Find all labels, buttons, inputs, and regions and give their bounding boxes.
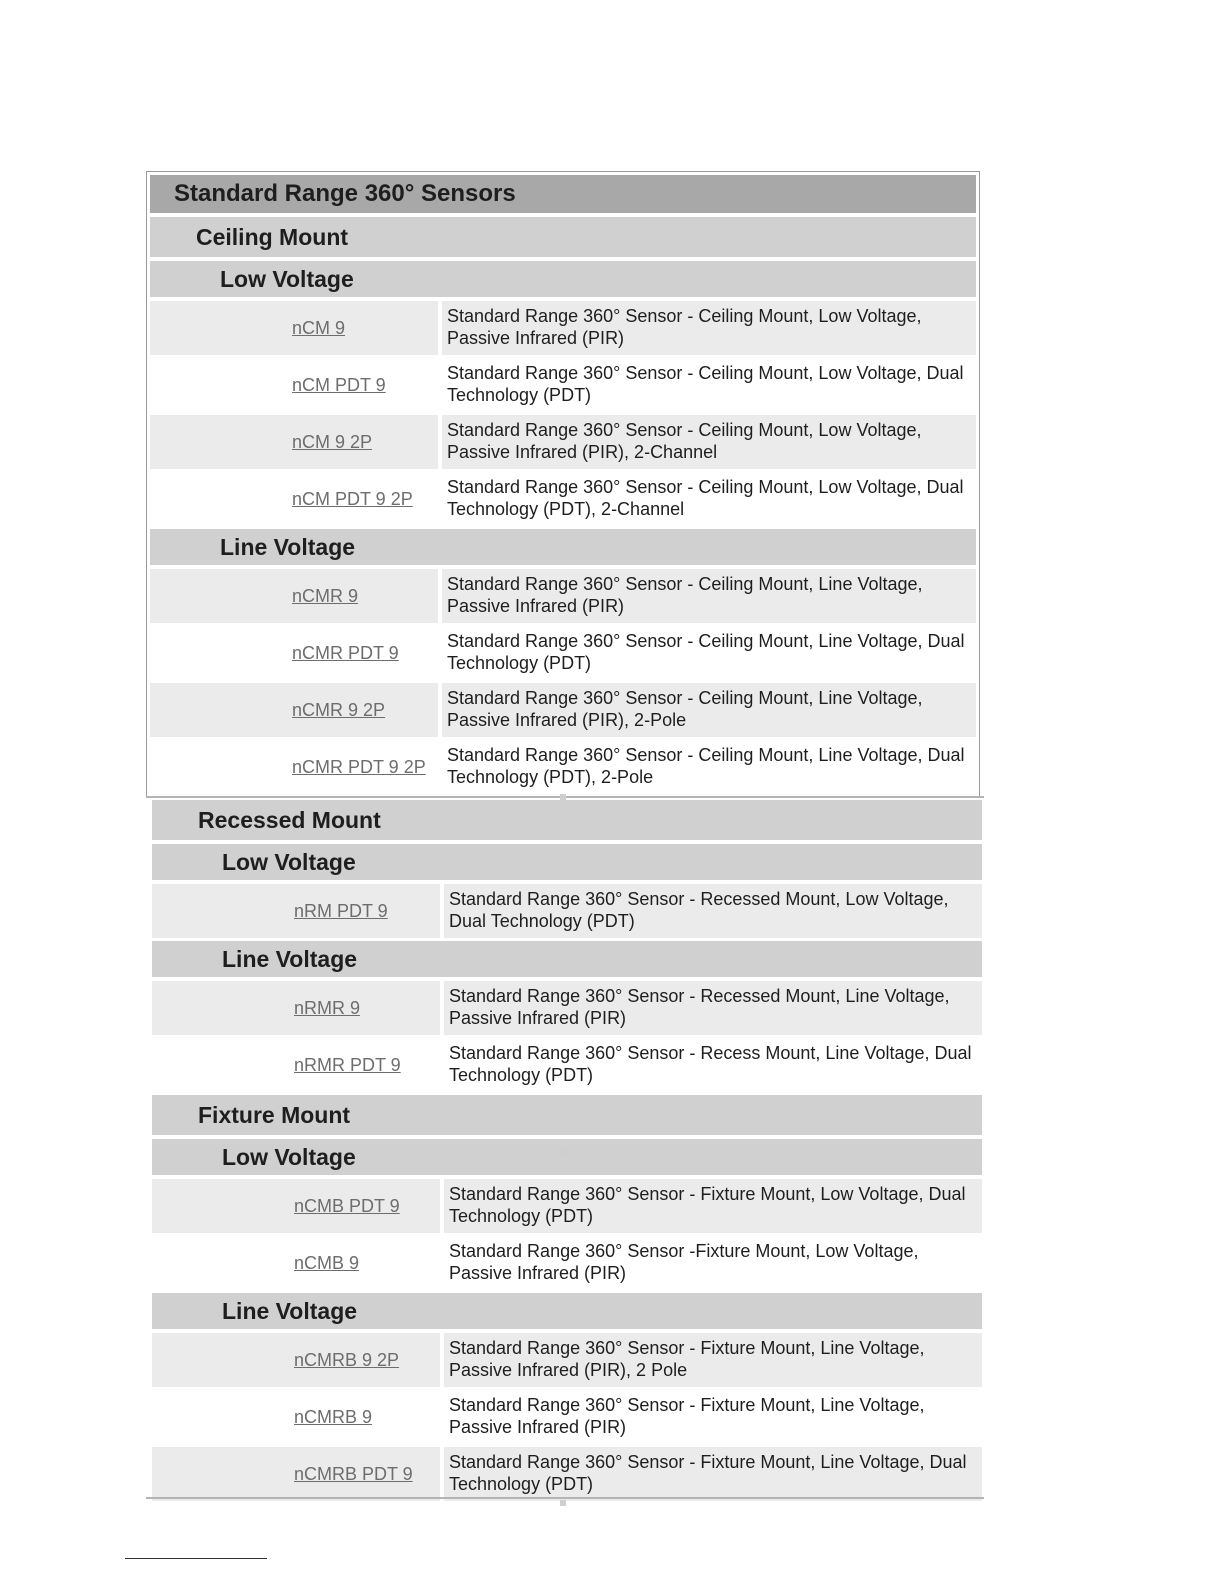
voltage-header bbox=[150, 261, 976, 301]
mount-header-text: Recessed Mount bbox=[198, 806, 381, 833]
description-cell: Standard Range 360° Sensor - Ceiling Mount, Line Voltage, Dual Technology (PDT), 2-Pole bbox=[442, 740, 976, 794]
model-cell bbox=[152, 1447, 440, 1501]
mount-header-text: Fixture Mount bbox=[198, 1101, 351, 1128]
description-cell: Standard Range 360° Sensor -Fixture Mount, Low Voltage, Passive Infrared (PIR) bbox=[444, 1236, 982, 1290]
model-cell bbox=[152, 1236, 440, 1290]
model-link[interactable]: nCMR PDT 9 bbox=[292, 642, 399, 663]
model-link[interactable]: nCM PDT 9 2P bbox=[292, 488, 413, 509]
model-link[interactable]: nCMR 9 bbox=[292, 585, 359, 606]
voltage-header bbox=[152, 844, 982, 884]
voltage-header-text: Line Voltage bbox=[222, 1297, 358, 1324]
model-link[interactable]: nCMR PDT 9 2P bbox=[292, 756, 426, 777]
table-row bbox=[152, 1390, 982, 1447]
table-row bbox=[150, 740, 976, 797]
description-cell: Standard Range 360° Sensor - Recessed Mount, Low Voltage, Dual Technology (PDT) bbox=[444, 884, 982, 938]
voltage-header bbox=[152, 1293, 982, 1333]
table-body bbox=[150, 217, 976, 797]
model-link[interactable]: nCM 9 2P bbox=[292, 431, 373, 452]
model-link[interactable]: nRMR 9 bbox=[294, 997, 361, 1018]
description-cell: Standard Range 360° Sensor - Ceiling Mount, Low Voltage, Dual Technology (PDT) bbox=[442, 358, 976, 412]
table-title-text: Standard Range 360° Sensors bbox=[174, 180, 516, 207]
table-row bbox=[152, 1038, 982, 1095]
table-row bbox=[152, 884, 982, 941]
table-divider-bottom bbox=[146, 1497, 984, 1499]
table-row bbox=[150, 472, 976, 529]
model-link[interactable]: nCMRB 9 bbox=[294, 1406, 373, 1427]
sensor-table-recessed-fixture bbox=[152, 800, 982, 1500]
table-row bbox=[150, 358, 976, 415]
model-cell bbox=[150, 358, 438, 412]
table-row bbox=[152, 1179, 982, 1236]
description-cell: Standard Range 360° Sensor - Fixture Mount, Low Voltage, Dual Technology (PDT) bbox=[444, 1179, 982, 1233]
sensor-table-ceiling bbox=[146, 171, 980, 797]
resize-handle bbox=[560, 1149, 566, 1155]
model-cell bbox=[152, 981, 440, 1035]
model-cell bbox=[150, 683, 438, 737]
voltage-header-text: Line Voltage bbox=[220, 533, 356, 560]
description-cell: Standard Range 360° Sensor - Fixture Mount, Line Voltage, Dual Technology (PDT) bbox=[444, 1447, 982, 1501]
table-row bbox=[152, 1447, 982, 1504]
table-row bbox=[152, 981, 982, 1038]
mount-header bbox=[152, 1095, 982, 1139]
table-row bbox=[150, 301, 976, 358]
mount-header bbox=[152, 800, 982, 844]
model-cell bbox=[152, 884, 440, 938]
model-cell bbox=[150, 740, 438, 794]
table-row bbox=[152, 1333, 982, 1390]
model-cell bbox=[152, 1390, 440, 1444]
model-link[interactable]: nCM 9 bbox=[292, 317, 346, 338]
description-cell: Standard Range 360° Sensor - Ceiling Mount, Low Voltage, Passive Infrared (PIR), 2-Channel bbox=[442, 415, 976, 469]
model-link[interactable]: nCMRB 9 2P bbox=[294, 1349, 400, 1370]
table-row bbox=[150, 626, 976, 683]
voltage-header-text: Low Voltage bbox=[220, 265, 354, 292]
voltage-header bbox=[152, 1139, 982, 1179]
model-cell bbox=[150, 472, 438, 526]
model-link[interactable]: nCMRB PDT 9 bbox=[294, 1463, 413, 1484]
description-cell: Standard Range 360° Sensor - Ceiling Mount, Line Voltage, Passive Infrared (PIR), 2-Pole bbox=[442, 683, 976, 737]
voltage-header-text: Low Voltage bbox=[222, 848, 356, 875]
model-cell bbox=[152, 1179, 440, 1233]
model-cell bbox=[152, 1333, 440, 1387]
model-link[interactable]: nCM PDT 9 bbox=[292, 374, 386, 395]
voltage-header-text: Low Voltage bbox=[222, 1143, 356, 1170]
mount-header bbox=[150, 217, 976, 261]
description-cell: Standard Range 360° Sensor - Recess Mount, Line Voltage, Dual Technology (PDT) bbox=[444, 1038, 982, 1092]
table-row bbox=[150, 683, 976, 740]
voltage-header bbox=[152, 941, 982, 981]
description-cell: Standard Range 360° Sensor - Ceiling Mount, Low Voltage, Passive Infrared (PIR) bbox=[442, 301, 976, 355]
model-cell bbox=[150, 569, 438, 623]
model-link[interactable]: nCMR 9 2P bbox=[292, 699, 386, 720]
footnote-separator bbox=[125, 1558, 267, 1559]
model-link[interactable]: nCMB PDT 9 bbox=[294, 1195, 400, 1216]
table-row bbox=[150, 415, 976, 472]
model-link[interactable]: nRM PDT 9 bbox=[294, 900, 388, 921]
model-link[interactable]: nRMR PDT 9 bbox=[294, 1054, 401, 1075]
description-cell: Standard Range 360° Sensor - Ceiling Mount, Line Voltage, Passive Infrared (PIR) bbox=[442, 569, 976, 623]
table-row bbox=[152, 1236, 982, 1293]
model-cell bbox=[150, 301, 438, 355]
description-cell: Standard Range 360° Sensor - Fixture Mount, Line Voltage, Passive Infrared (PIR), 2 Pole bbox=[444, 1333, 982, 1387]
table-row bbox=[150, 569, 976, 626]
description-cell: Standard Range 360° Sensor - Recessed Mount, Line Voltage, Passive Infrared (PIR) bbox=[444, 981, 982, 1035]
model-cell bbox=[150, 415, 438, 469]
model-link[interactable]: nCMB 9 bbox=[294, 1252, 360, 1273]
description-cell: Standard Range 360° Sensor - Ceiling Mount, Line Voltage, Dual Technology (PDT) bbox=[442, 626, 976, 680]
model-cell bbox=[152, 1038, 440, 1092]
description-cell: Standard Range 360° Sensor - Ceiling Mount, Low Voltage, Dual Technology (PDT), 2-Channel bbox=[442, 472, 976, 526]
table-body bbox=[152, 800, 982, 1504]
table-title bbox=[150, 175, 976, 217]
voltage-header bbox=[150, 529, 976, 569]
voltage-header-text: Line Voltage bbox=[222, 945, 358, 972]
model-cell bbox=[150, 626, 438, 680]
resize-handle bbox=[560, 1500, 566, 1506]
description-cell: Standard Range 360° Sensor - Fixture Mount, Line Voltage, Passive Infrared (PIR) bbox=[444, 1390, 982, 1444]
mount-header-text: Ceiling Mount bbox=[196, 223, 349, 250]
